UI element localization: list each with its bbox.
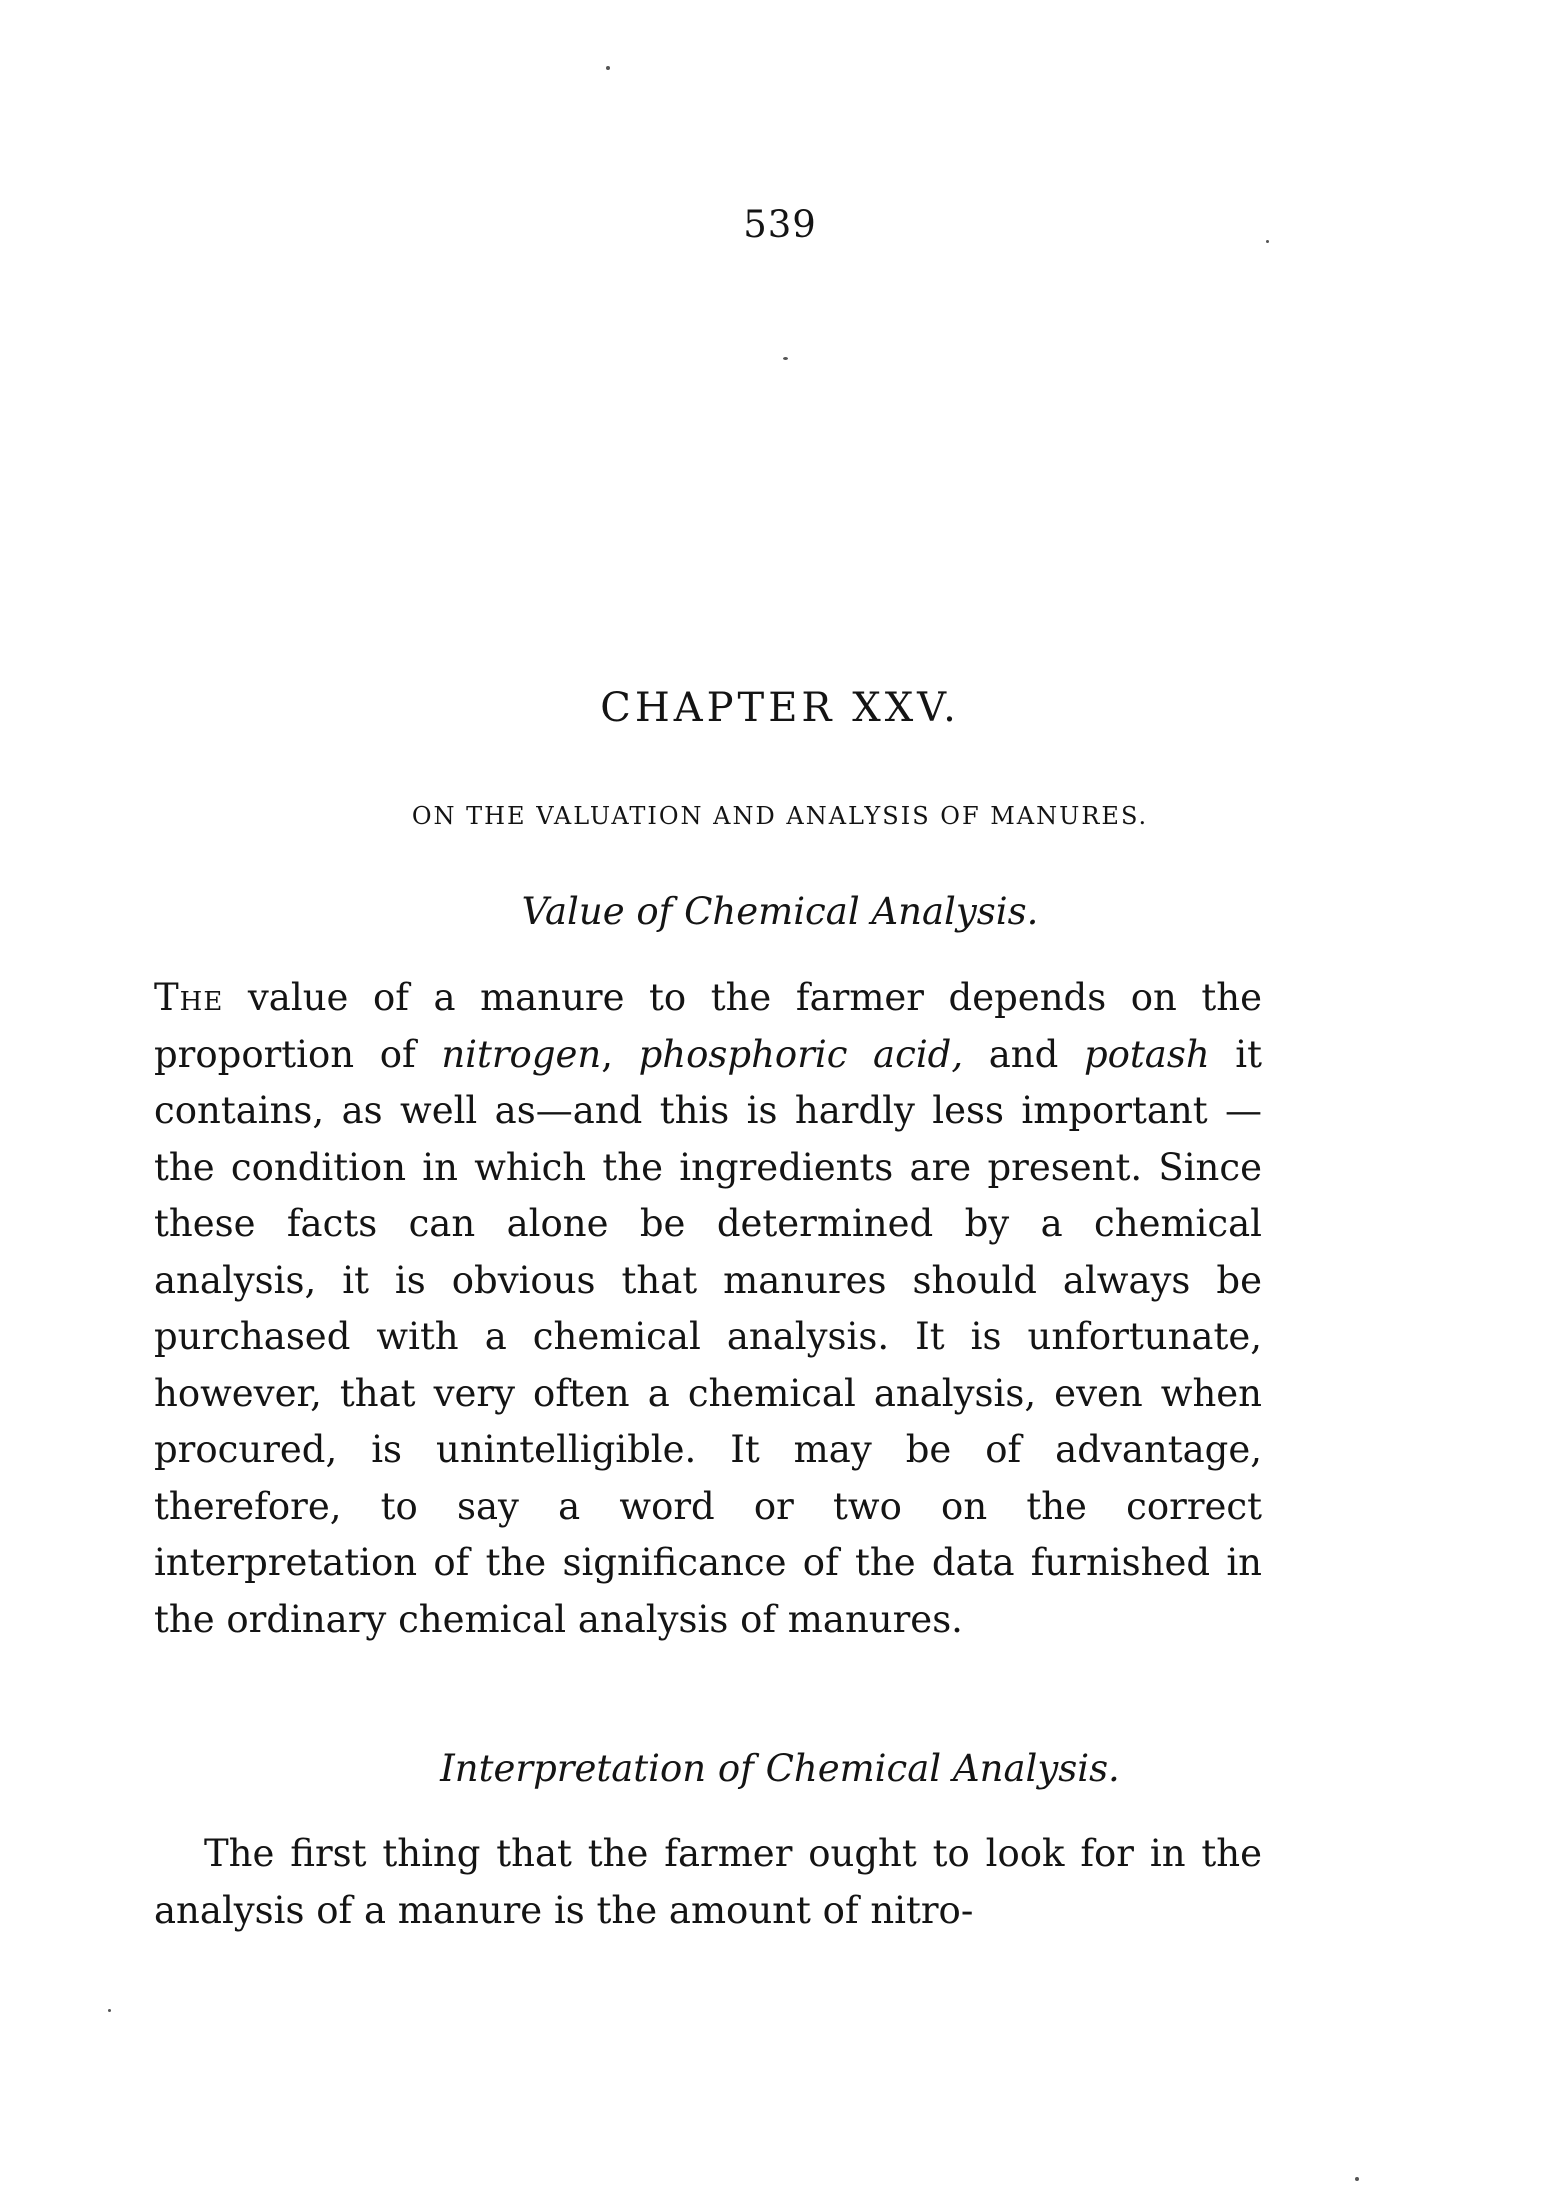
scan-speck	[606, 66, 610, 70]
section-heading-value: Value of Chemical Analysis.	[521, 890, 1039, 933]
chapter-title: CHAPTER XXV.	[600, 685, 960, 731]
section-heading-interpretation: Interpretation of Chemical Analysis.	[440, 1747, 1120, 1790]
scan-speck	[1355, 2177, 1359, 2181]
scan-speck	[1266, 240, 1269, 243]
scan-speck	[783, 357, 788, 360]
paragraph-interpretation: The first thing that the farmer ought to look for in the analysis of a manure is the amount of nitro-	[154, 1832, 1262, 1932]
italic-potash: potash	[1083, 1032, 1210, 1076]
paragraph-value-of-analysis	[154, 970, 1262, 1648]
scan-speck	[108, 2009, 111, 2012]
paragraph-text-3: and	[963, 1032, 1084, 1076]
italic-nitrogen: nitrogen	[441, 1032, 602, 1076]
chapter-subtitle: ON THE VALUATION AND ANALYSIS OF MANURES.	[411, 802, 1149, 830]
paragraph-text-1: value of a manure to the farmer depends on the proportion of	[154, 976, 1262, 1076]
page-number: 539	[743, 203, 817, 246]
paragraph-text-4: it contains, as well as—and this is hardly less important —the condition in which the ingredients are present. Since these facts can alone be determined by a chemical analysis, it is obvious that manures should always be purchased with a chemical analysis. It is unfortunate, however, that very often a chemical analysis, even when procured, is unintelligible. It may be of advantage, therefore, to say a word or two on the correct interpretation of the significance of the data furnished in the ordinary chemical analysis of manures.	[154, 1032, 1262, 1641]
italic-phosphoric-acid: phosphoric acid,	[638, 1032, 964, 1076]
paragraph-text-2: ,	[601, 1032, 639, 1076]
paragraph-lead-word: The	[154, 976, 224, 1019]
